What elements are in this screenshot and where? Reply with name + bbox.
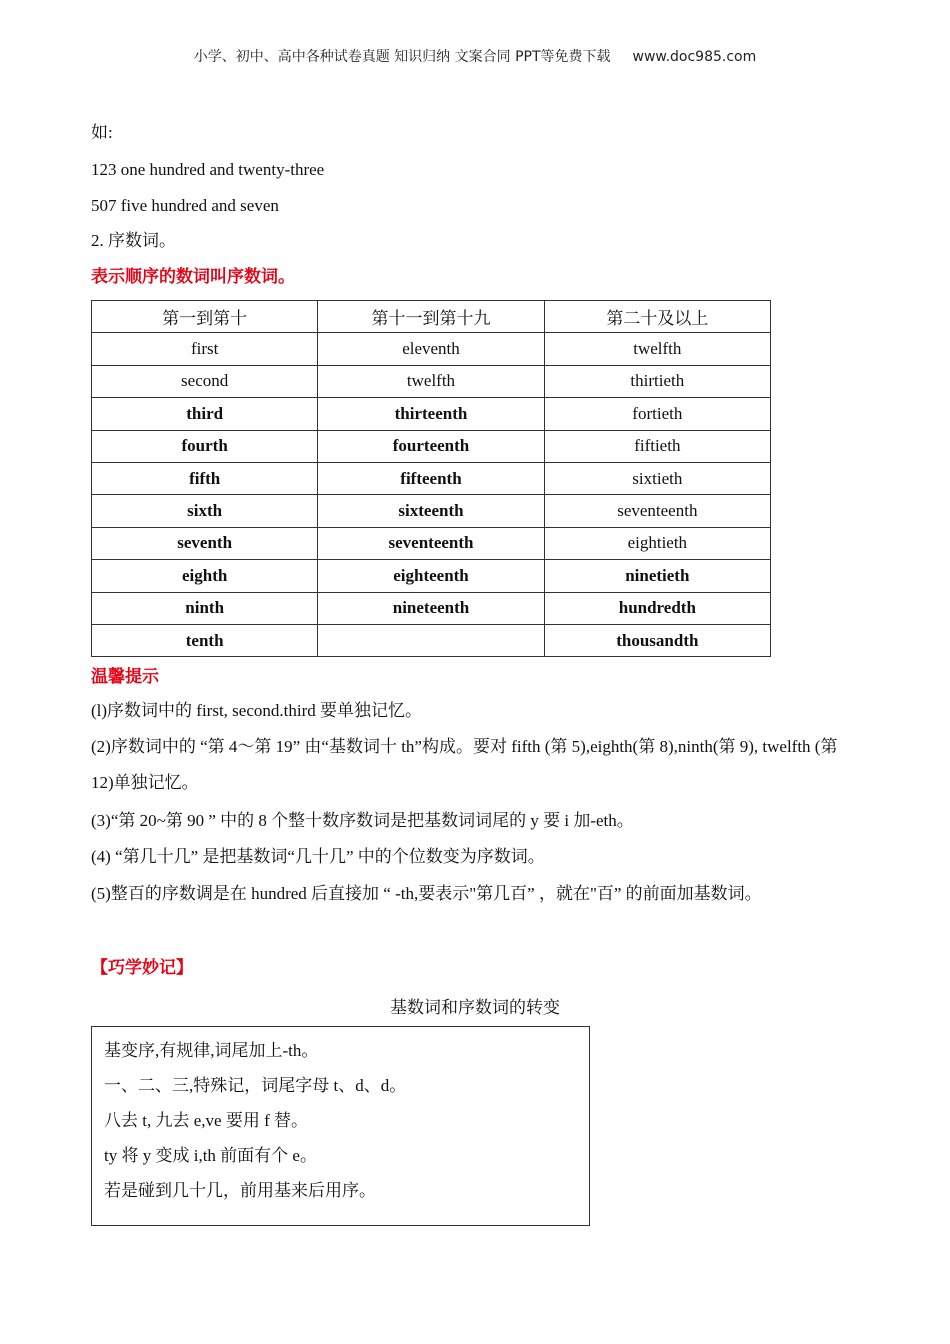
- page-header: [0, 46, 950, 66]
- table-cell: thirteenth: [318, 398, 544, 430]
- mnemonic-box: [91, 1026, 590, 1226]
- table-cell: first: [92, 333, 318, 365]
- mnemonic-line: 八去 t, 九去 e,ve 要用 f 替。: [104, 1111, 308, 1130]
- table-row: [92, 495, 771, 527]
- mnemonic-line: ty 将 y 变成 i,th 前面有个 e。: [104, 1146, 317, 1165]
- table-cell: fiftieth: [544, 430, 770, 462]
- tip-4: (4) “第几十几” 是把基数词“几十几” 中的个位数变为序数词。: [91, 847, 545, 866]
- table-cell: sixth: [92, 495, 318, 527]
- table-header-cell: 第一到第十: [92, 301, 318, 333]
- tips-title: 温馨提示: [91, 667, 159, 687]
- table-cell: third: [92, 398, 318, 430]
- table-row: [92, 560, 771, 592]
- table-cell: thirtieth: [544, 365, 770, 397]
- table-cell: seventeenth: [318, 527, 544, 559]
- table-row: [92, 462, 771, 494]
- table-header-cell: 第十一到第十九: [318, 301, 544, 333]
- table-cell: seventeenth: [544, 495, 770, 527]
- tip-2: (2)序数词中的 “第 4～第 19” 由“基数词十 th”构成。要对 fifth (第 5),eighth(第 8),ninth(第 9), twelfth (第 12)单独记忆。: [91, 737, 838, 792]
- mnemonic-subtitle: 基数词和序数词的转变: [390, 998, 560, 1017]
- table-cell: fortieth: [544, 398, 770, 430]
- table-cell: fifteenth: [318, 462, 544, 494]
- table-cell: hundredth: [544, 592, 770, 624]
- definition-heading: 表示顺序的数词叫序数词。: [91, 267, 295, 287]
- table-cell: ninth: [92, 592, 318, 624]
- example-line-1: 123 one hundred and twenty-three: [91, 160, 325, 179]
- table-cell: nineteenth: [318, 592, 544, 624]
- table-cell: eighth: [92, 560, 318, 592]
- header-text: 小学、初中、高中各种试卷真题 知识归纳 文案合同 PPT等免费下载: [193, 49, 611, 65]
- table-cell: sixteenth: [318, 495, 544, 527]
- table-cell: fourteenth: [318, 430, 544, 462]
- table-cell: second: [92, 365, 318, 397]
- table-cell: sixtieth: [544, 462, 770, 494]
- ordinal-table-body: [92, 333, 771, 657]
- tip-5: (5)整百的序数调是在 hundred 后直接加 “ -th,要表示"第几百” ，就在"百” 的前面加基数词。: [91, 884, 762, 903]
- section-heading: 2. 序数词。: [91, 231, 176, 250]
- table-row: [92, 398, 771, 430]
- table-cell: seventh: [92, 527, 318, 559]
- table-row: [92, 365, 771, 397]
- table-header-row: [92, 301, 771, 333]
- tip-1: (l)序数词中的 first, second.third 要单独记忆。: [91, 701, 422, 720]
- table-row: [92, 624, 771, 656]
- table-row: [92, 527, 771, 559]
- mnemonic-title: 【巧学妙记】: [91, 958, 193, 978]
- table-cell: twelfth: [318, 365, 544, 397]
- table-cell: thousandth: [544, 624, 770, 656]
- table-cell: fifth: [92, 462, 318, 494]
- example-line-2: 507 five hundred and seven: [91, 196, 279, 215]
- table-cell: eleventh: [318, 333, 544, 365]
- table-cell: eighteenth: [318, 560, 544, 592]
- header-site-link[interactable]: www.doc985.com: [632, 49, 757, 65]
- table-cell: tenth: [92, 624, 318, 656]
- table-row: [92, 333, 771, 365]
- table-cell: ninetieth: [544, 560, 770, 592]
- mnemonic-line: 基变序,有规律,词尾加上-th。: [104, 1041, 319, 1060]
- table-cell: twelfth: [544, 333, 770, 365]
- table-cell: eightieth: [544, 527, 770, 559]
- table-cell: fourth: [92, 430, 318, 462]
- table-cell: [318, 624, 544, 656]
- example-label: 如:: [91, 123, 113, 142]
- tip-3: (3)“第 20~第 90 ” 中的 8 个整十数序数词是把基数词词尾的 y 要 i 加-eth。: [91, 811, 634, 830]
- mnemonic-line: 一、二、三,特殊记，词尾字母 t、d、d。: [104, 1076, 407, 1095]
- mnemonic-line: 若是碰到几十几，前用基来后用序。: [104, 1181, 376, 1200]
- table-row: [92, 430, 771, 462]
- table-header-cell: 第二十及以上: [544, 301, 770, 333]
- table-row: [92, 592, 771, 624]
- ordinal-table: [91, 300, 771, 657]
